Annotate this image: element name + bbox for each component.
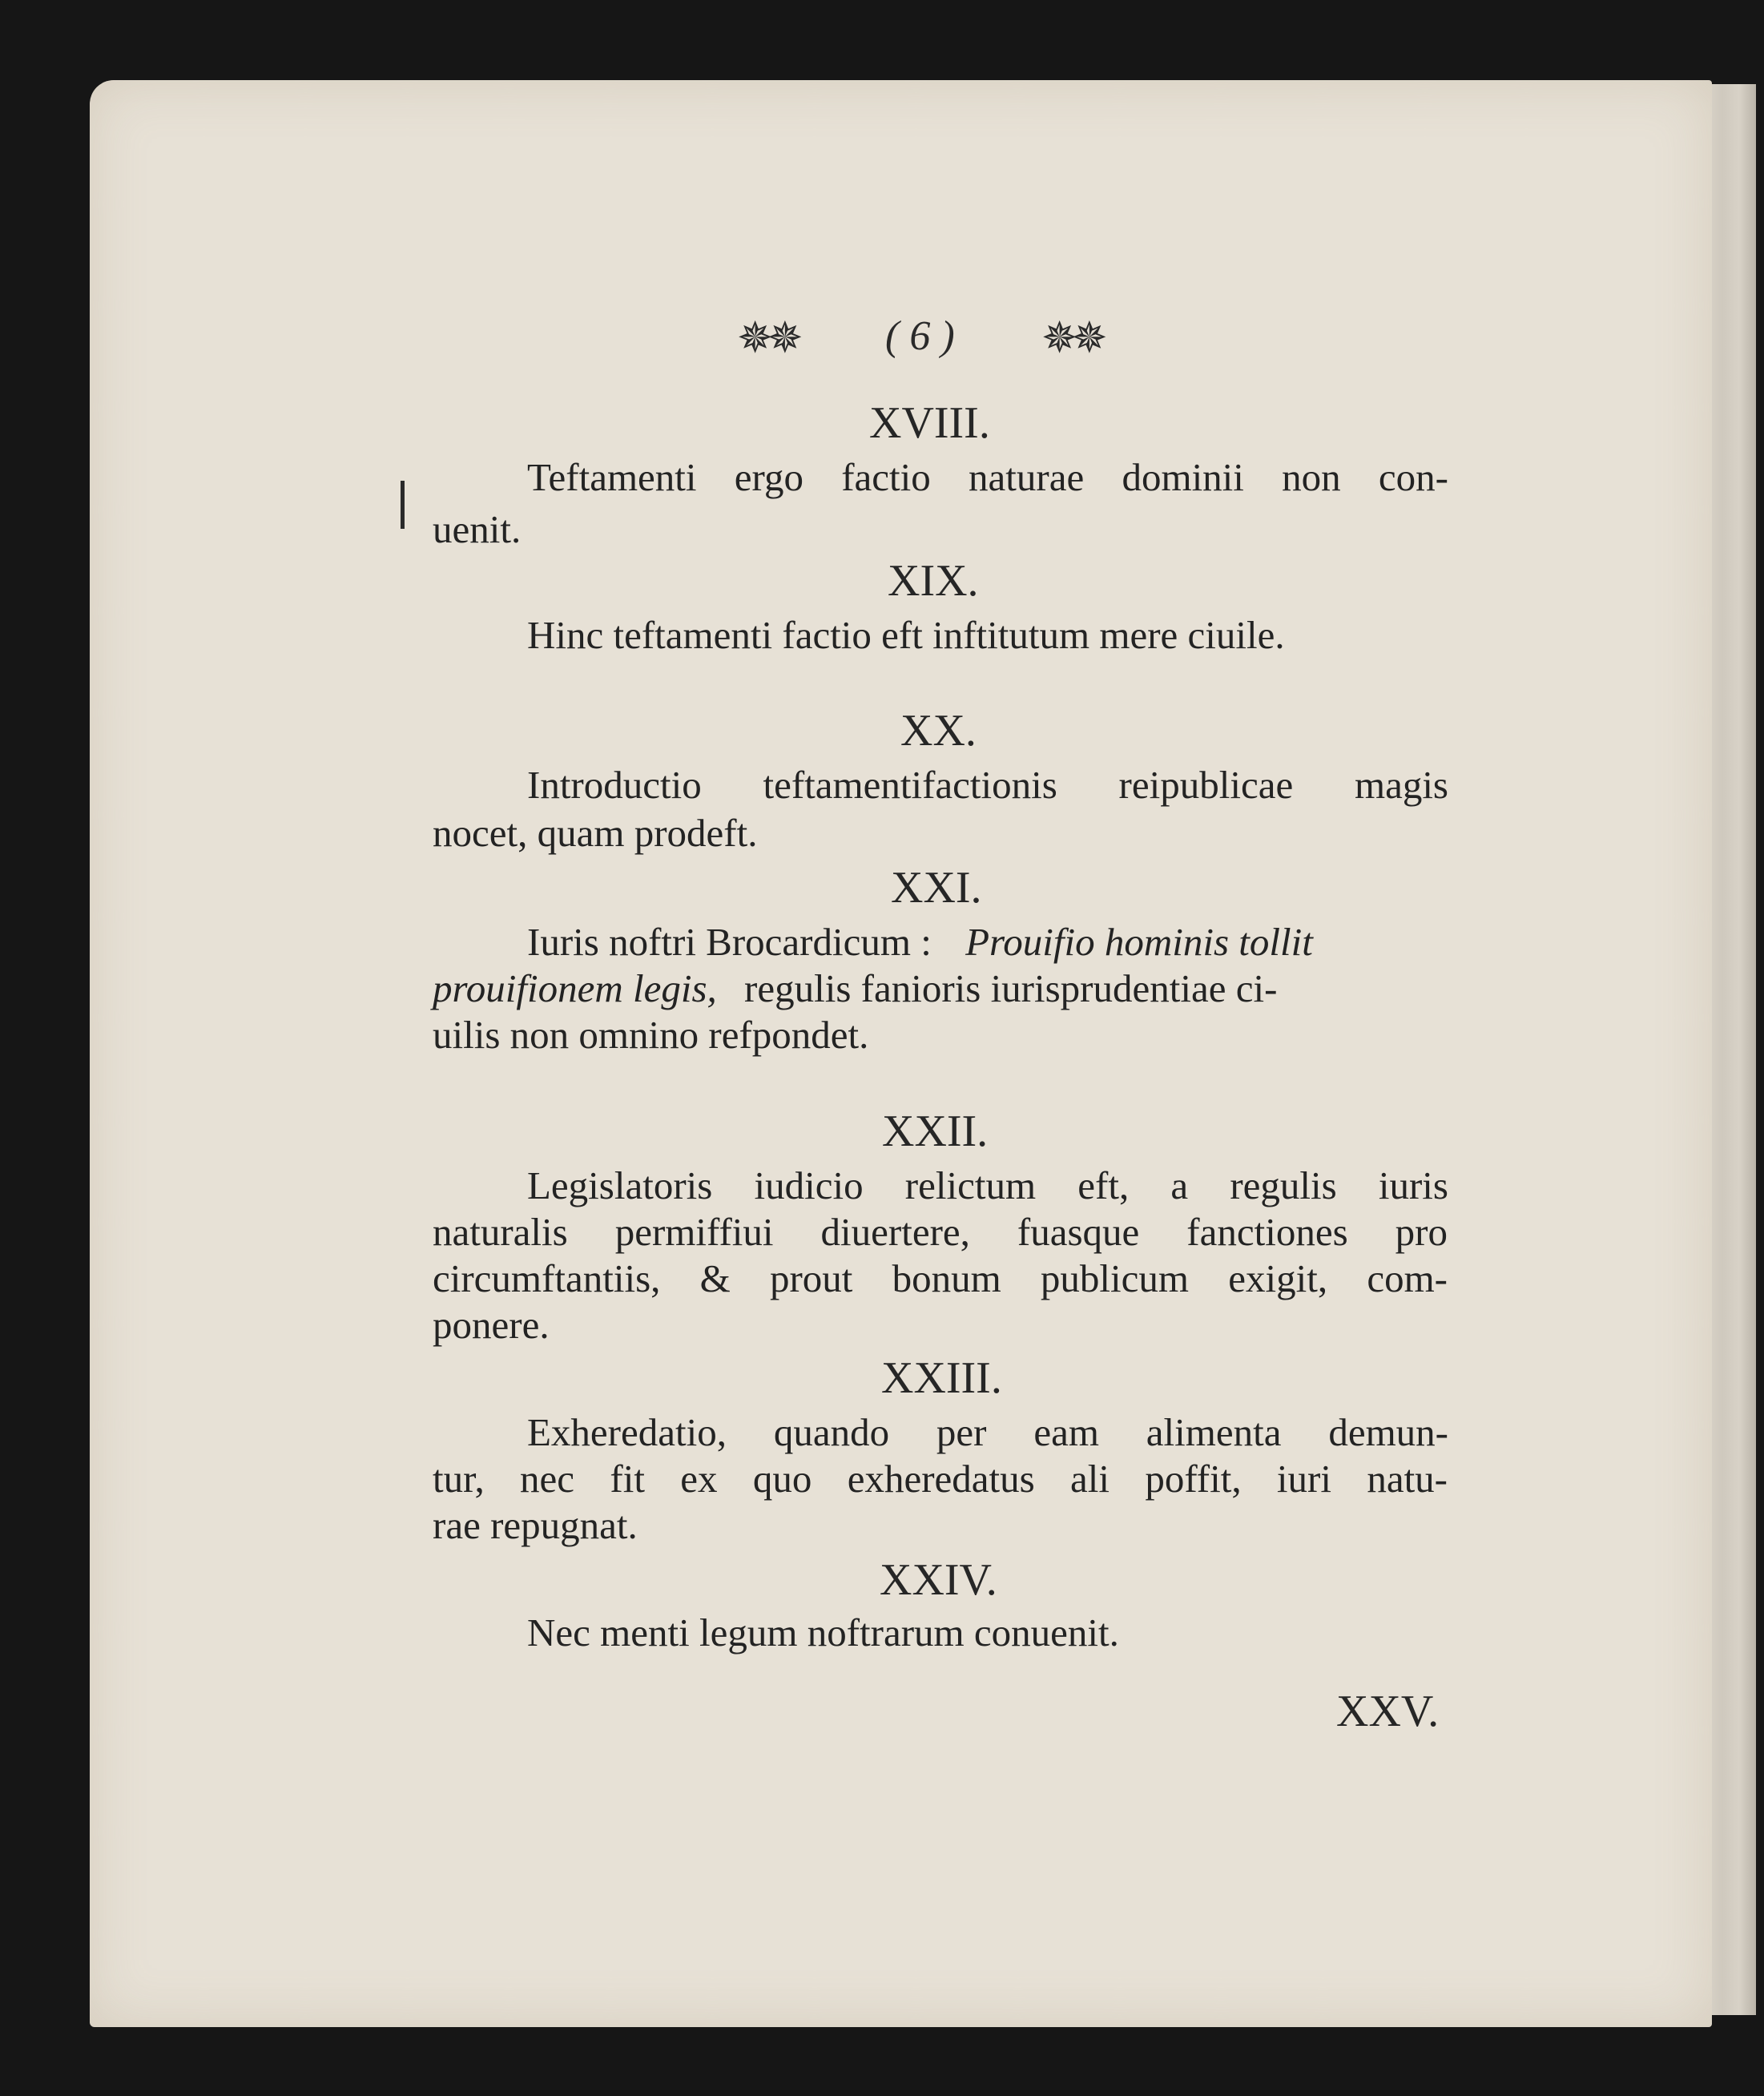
text-line [433, 966, 1277, 1011]
text-line: Exheredatio, quando per eam alimenta demun- [527, 1410, 1448, 1454]
text-line: uenit. [433, 507, 522, 551]
section-numeral: XIX. [888, 556, 979, 606]
catchword: XXV. [1336, 1687, 1440, 1736]
text-line: rae repugnat. [433, 1503, 638, 1547]
section-numeral: XVIII. [869, 398, 990, 448]
page-header [737, 312, 1138, 369]
text-line: nocet, quam prodeft. [433, 811, 758, 855]
section-numeral: XXI. [891, 863, 982, 913]
text-line [527, 920, 1313, 965]
text-normal: Iuris noftri Brocardicum : [527, 920, 932, 964]
page-number: ( 6 ) [885, 313, 955, 359]
margin-mark [401, 481, 405, 529]
ornament-left-icon: ✵✵ [737, 312, 797, 363]
text-italic: prouifionem legis, [433, 966, 717, 1010]
text-normal: regulis fanioris iurisprudentiae ci- [744, 966, 1278, 1010]
text-line: ponere. [433, 1303, 550, 1347]
text-line: Hinc teftamenti factio eft inftitutum mere ciuile. [527, 613, 1285, 657]
text-line: uilis non omnino refpondet. [433, 1013, 869, 1057]
section-numeral: XXII. [882, 1106, 989, 1156]
text-line: Nec menti legum noftrarum conuenit. [527, 1610, 1119, 1655]
book-page [90, 80, 1712, 2027]
text-line: Introductio teftamentifactionis reipublicae magis [527, 763, 1448, 807]
section-numeral: XXIII. [881, 1353, 1002, 1403]
text-line: Teftamenti ergo factio naturae dominii non con- [527, 455, 1448, 499]
text-line: naturalis permiffiui diuertere, fuasque fanctiones pro [433, 1210, 1448, 1254]
section-numeral: XXIV. [880, 1555, 997, 1605]
text-line: Legislatoris iudicio relictum eft, a regulis iuris [527, 1163, 1448, 1207]
text-line: circumftantiis, & prout bonum publicum exigit, com- [433, 1256, 1448, 1300]
text-line: tur, nec fit ex quo exheredatus ali poffit, iuri natu- [433, 1457, 1448, 1501]
ornament-right-icon: ✵✵ [1041, 312, 1101, 363]
section-numeral: XX. [900, 706, 977, 756]
text-italic: Prouifio hominis tollit [965, 920, 1313, 964]
